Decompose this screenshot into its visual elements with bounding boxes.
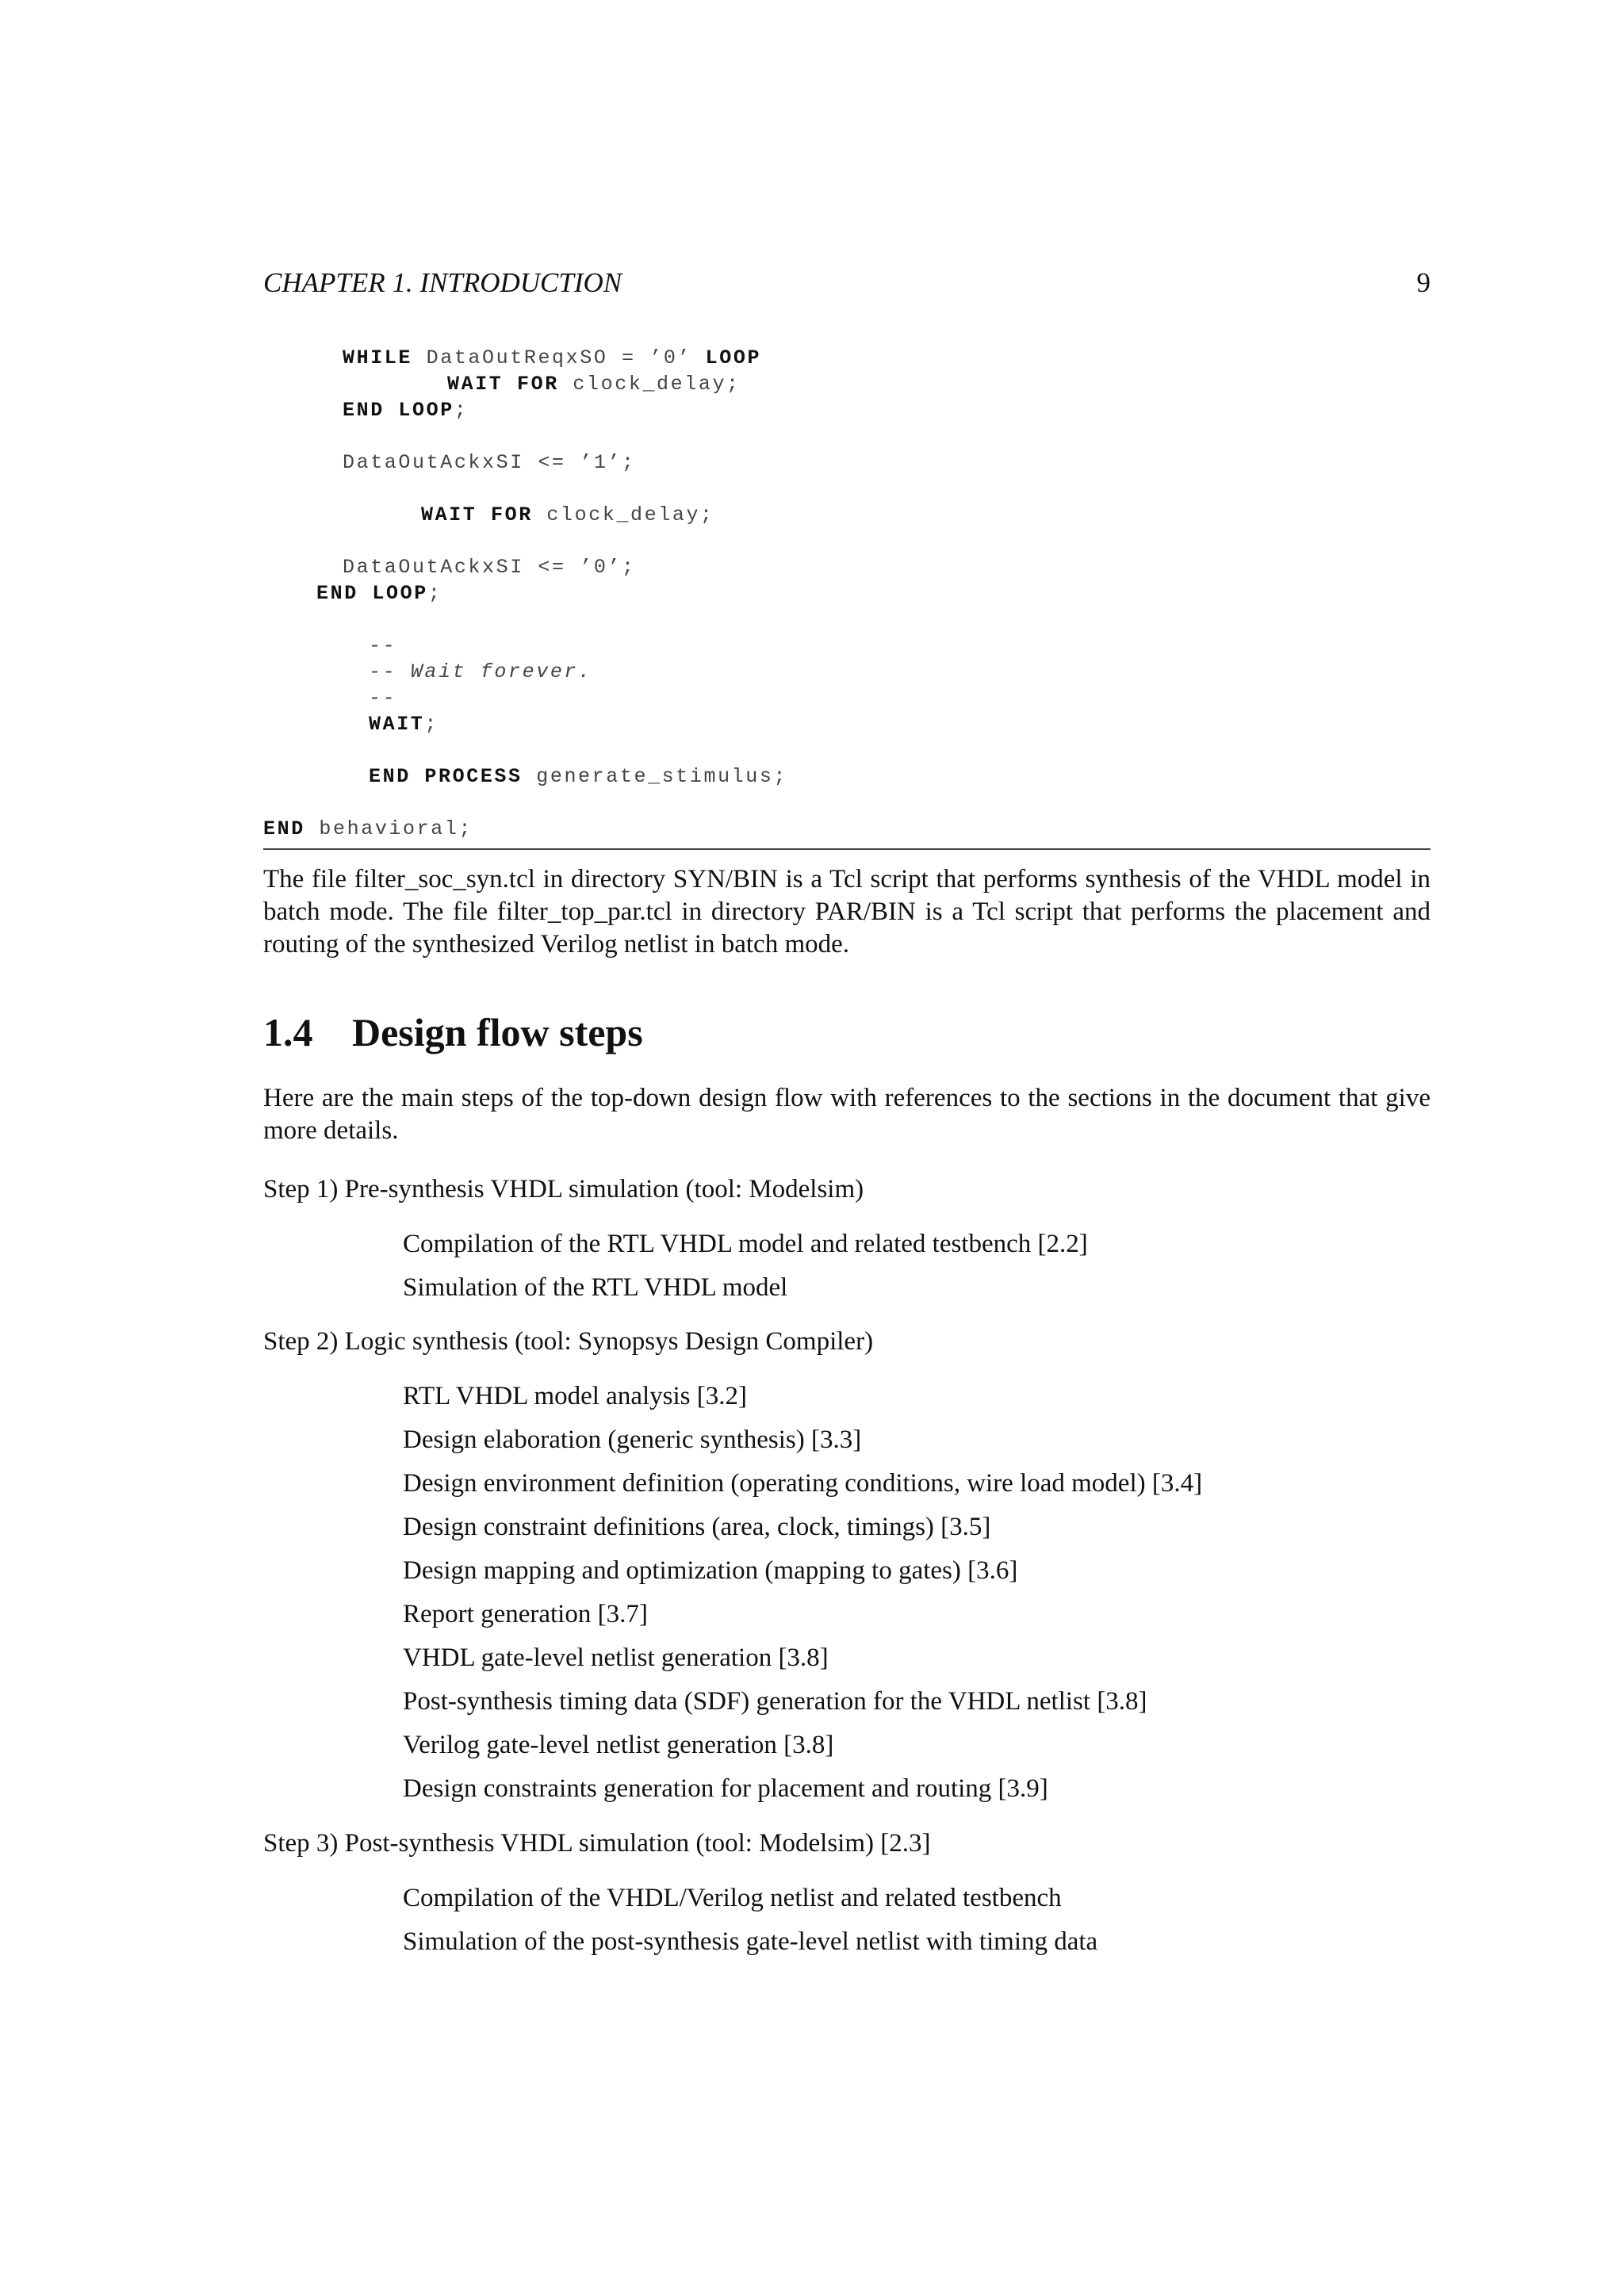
list-item-text: VHDL gate-level netlist generation [3.8] xyxy=(403,1644,829,1672)
intro-paragraph: The file filter_soc_syn.tcl in directory SYN/BIN is a Tcl script that performs synthesis of the VHDL model in batch mode. The file filter_top_par.tcl in directory PAR/BIN is a Tcl script that performs the placement and routing of the synthesized Verilog netlist in batch mode. xyxy=(263,865,1431,959)
section-number: 1.4 xyxy=(263,1010,313,1054)
code-keyword: END PROCESS xyxy=(369,765,523,788)
code-line xyxy=(343,346,761,371)
list-item-text: Compilation of the VHDL/Verilog netlist and related testbench xyxy=(403,1884,1062,1912)
page-number: 9 xyxy=(1416,267,1431,298)
code-text: clock_delay; xyxy=(558,373,741,396)
list-item-text: RTL VHDL model analysis [3.2] xyxy=(403,1382,747,1410)
list-item-text: Design constraints generation for placement and routing [3.9] xyxy=(403,1774,1048,1803)
code-keyword: END LOOP xyxy=(316,582,428,605)
code-text: behavioral; xyxy=(304,817,473,840)
code-line xyxy=(263,817,473,842)
section-intro-paragraph: Here are the main steps of the top-down design flow with references to the sections in the document that give more details. xyxy=(263,1084,1431,1145)
code-listing-rule xyxy=(263,848,1431,850)
step-label: Step 2) Logic synthesis (tool: Synopsys Design Compiler) xyxy=(263,1327,874,1356)
list-item-text: Report generation [3.7] xyxy=(403,1600,648,1628)
code-comment: -- Wait forever. xyxy=(369,660,592,683)
code-comment: -- xyxy=(369,687,397,710)
list-item-text: Verilog gate-level netlist generation [3.8] xyxy=(403,1731,834,1759)
code-line xyxy=(343,555,636,580)
code-text: ; xyxy=(424,713,439,736)
code-keyword: WAIT FOR xyxy=(447,373,559,396)
code-text: DataOutAckxSI <= ’0’; xyxy=(343,556,636,579)
list-item-text: Simulation of the RTL VHDL model xyxy=(403,1273,788,1302)
list-item-text: Post-synthesis timing data (SDF) generation for the VHDL netlist [3.8] xyxy=(403,1687,1147,1716)
code-text: generate_stimulus; xyxy=(522,765,788,788)
code-line xyxy=(343,450,636,476)
document-page xyxy=(263,0,1431,2296)
list-item-text: Design environment definition (operating conditions, wire load model) [3.4] xyxy=(403,1469,1203,1498)
code-keyword: LOOP xyxy=(705,346,762,369)
code-comment: -- xyxy=(369,634,397,657)
code-line xyxy=(369,660,592,685)
code-line xyxy=(369,712,439,737)
step-label: Step 1) Pre-synthesis VHDL simulation (tool: Modelsim) xyxy=(263,1175,864,1203)
section-title: Design flow steps xyxy=(352,1010,643,1054)
code-keyword: WAIT xyxy=(369,713,425,736)
list-item-text: Design elaboration (generic synthesis) [3.3] xyxy=(403,1425,862,1454)
code-line xyxy=(369,633,396,659)
code-text: DataOutAckxSI <= ’1’; xyxy=(343,451,636,474)
code-keyword: WHILE xyxy=(343,346,413,369)
code-line xyxy=(369,764,787,790)
section-heading xyxy=(263,1007,643,1058)
running-header xyxy=(263,265,1431,301)
code-keyword: END LOOP xyxy=(343,399,454,422)
chapter-title: CHAPTER 1. INTRODUCTION xyxy=(263,267,622,298)
code-text: DataOutReqxSO = ’0’ xyxy=(412,346,706,369)
list-item-text: Compilation of the RTL VHDL model and related testbench [2.2] xyxy=(403,1230,1088,1258)
code-line xyxy=(343,398,468,423)
code-line xyxy=(369,686,396,711)
list-item-text: Design constraint definitions (area, clock, timings) [3.5] xyxy=(403,1513,991,1541)
code-keyword: WAIT FOR xyxy=(421,503,533,526)
code-line xyxy=(447,372,741,397)
code-text: clock_delay; xyxy=(532,503,714,526)
step-label: Step 3) Post-synthesis VHDL simulation (tool: Modelsim) [2.3] xyxy=(263,1829,931,1858)
code-keyword: END xyxy=(263,817,305,840)
list-item-text: Design mapping and optimization (mapping to gates) [3.6] xyxy=(403,1556,1018,1585)
list-item-text: Simulation of the post-synthesis gate-level netlist with timing data xyxy=(403,1927,1098,1956)
code-line xyxy=(316,581,442,607)
code-text: ; xyxy=(454,399,469,422)
code-text: ; xyxy=(427,582,442,605)
code-line xyxy=(421,503,714,528)
